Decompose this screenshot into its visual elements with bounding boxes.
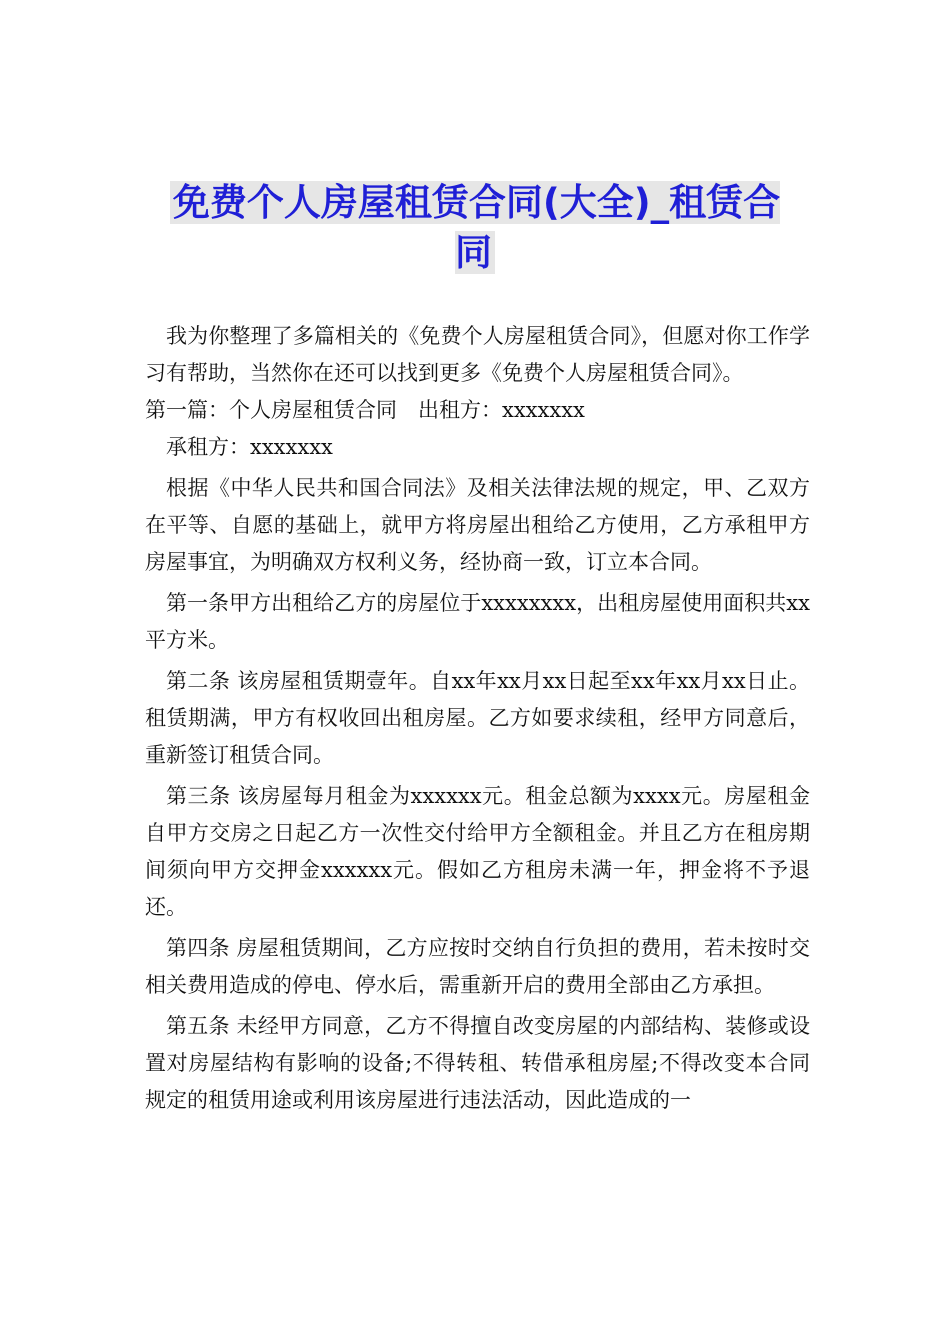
- chapter-heading: 第一篇：个人房屋租赁合同 出租方：xxxxxxx: [145, 398, 585, 422]
- article-4: 第四条 房屋租赁期间，乙方应按时交纳自行负担的费用，若未按时交相关费用造成的停电、停水后，需重新开启的费用全部由乙方承担。: [145, 936, 810, 997]
- document-title: [150, 178, 800, 278]
- intro-paragraph: 我为你整理了多篇相关的《免费个人房屋租赁合同》，但愿对你工作学习有帮助，当然你在还可以找到更多《免费个人房屋租赁合同》。: [145, 324, 810, 385]
- preamble-paragraph: 根据《中华人民共和国合同法》及相关法律法规的规定，甲、乙双方在平等、自愿的基础上，就甲方将房屋出租给乙方使用，乙方承租甲方房屋事宜，为明确双方权利义务，经协商一致，订立本合同。: [145, 476, 810, 574]
- title-text: 免费个人房屋租赁合同(大全)_租赁合同: [170, 181, 780, 274]
- tenant-line: 承租方：xxxxxxx: [166, 435, 333, 459]
- article-2: 第二条 该房屋租赁期壹年。自xx年xx月xx日起至xx年xx月xx日止。租赁期满，甲方有权收回出租房屋。乙方如要求续租，经甲方同意后，重新签订租赁合同。: [145, 669, 810, 767]
- article-1: 第一条甲方出租给乙方的房屋位于xxxxxxxx，出租房屋使用面积共xx平方米。: [145, 591, 810, 652]
- document-body: [145, 318, 810, 1119]
- article-3: 第三条 该房屋每月租金为xxxxxx元。租金总额为xxxx元。房屋租金自甲方交房之日起乙方一次性交付给甲方全额租金。并且乙方在租房期间须向甲方交押金xxxxxx元。假如乙方租房未满一年，押金将不予退还。: [145, 784, 810, 919]
- article-5: 第五条 未经甲方同意，乙方不得擅自改变房屋的内部结构、装修或设置对房屋结构有影响的设备;不得转租、转借承租房屋;不得改变本合同规定的租赁用途或利用该房屋进行违法活动，因此造成的一: [145, 1014, 810, 1112]
